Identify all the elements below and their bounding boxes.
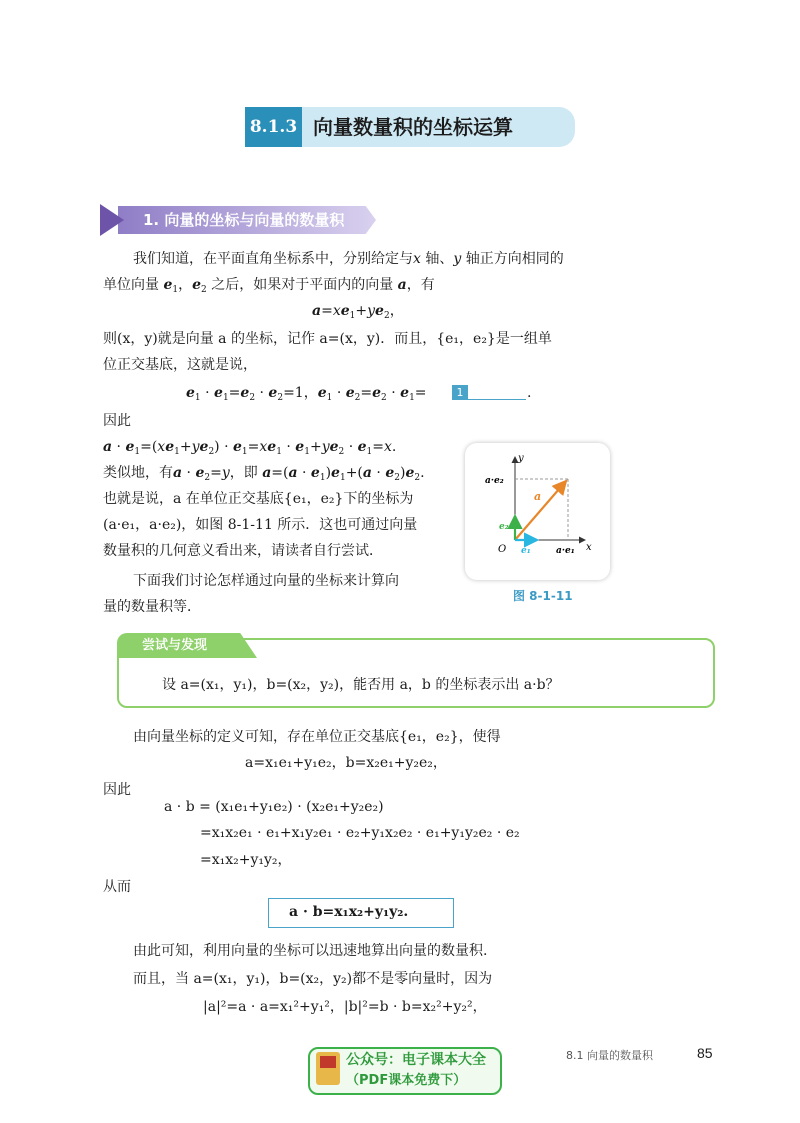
para3-line2: 类似地，有$a \cdot e_2=y$，即 $a=(a \cdot e_1)e_1+(a \cdot e_2)e_2$. [103,465,425,483]
y-axis-label: y [518,453,524,464]
figure-8-1-11 [465,443,610,580]
watermark-line1: 公众号：电子课本大全 [346,1052,486,1068]
para3-line3: 也就是说，a 在单位正交基底{e₁，e₂}下的坐标为 [103,491,414,507]
para5-line3: |a|²=a · a=x₁²+y₁²，|b|²=b · b=x₂²+y₂²， [203,999,487,1015]
origin-label: O [498,544,507,555]
para4-line2: a=x₁e₁+y₁e₂，b=x₂e₁+y₂e₂， [245,755,447,771]
derivation-line1: a · b = (x₁e₁+y₁e₂) · (x₂e₁+y₂e₂) [164,799,384,815]
equation-a-dot-e1: $a \cdot e_1=(xe_1+ye_2) \cdot e_1=xe_1 \cdot e_1+ye_2 \cdot e_1=x$. [103,439,397,457]
a-label: a [534,490,542,503]
label-therefore-2: 因此 [103,782,131,798]
book-cover-icon [320,1056,336,1068]
para2-line2: 位正交基底，这就是说， [103,357,257,373]
page-number: 85 [697,1045,713,1061]
equation-a-decomposition: $a=xe_1+ye_2$， [312,303,404,321]
para3-line5: 数量积的几何意义看出来，请读者自行尝试． [103,543,383,559]
para1-line2: 单位向量 $e_1$，$e_2$ 之后，如果对于平面内的向量 a，有 [103,277,435,295]
period: . [527,385,532,401]
para1-line1: 我们知道，在平面直角坐标系中，分别给定与x 轴、y 轴正方向相同的 [133,251,564,267]
para3-line6: 下面我们讨论怎样通过向量的坐标来计算向 [133,573,399,589]
figure-caption: 图 8-1-11 [513,589,573,603]
para4-line1: 由向量坐标的定义可知，存在单位正交基底{e₁，e₂}，使得 [133,729,501,745]
blank-number-badge: 1 [452,385,468,400]
para3-line7: 量的数量积等． [103,599,201,615]
label-so: 从而 [103,879,131,895]
ae2-label: a·e₂ [485,476,504,486]
label-therefore: 因此 [103,413,131,429]
ae1-label: a·e₁ [556,546,575,556]
para2-line1: 则(x，y)就是向量 a 的坐标，记作 a=(x，y)．而且，{e₁，e₂}是一组单 [103,331,552,347]
section-number: 8.1.3 [245,107,302,147]
result-formula: a · b=x₁x₂+y₁y₂. [289,904,409,920]
para5-line2: 而且，当 a=(x₁，y₁)，b=(x₂，y₂)都不是零向量时，因为 [133,971,493,987]
equation-orthonormal: $e_1 \cdot e_1=e_2 \cdot e_2=1$，$e_1 \cdot e_2=e_2 \cdot e_1=$ [186,385,427,403]
e2-label: e₂ [499,522,509,532]
section-heading: 1. 向量的坐标与向量的数量积 [143,211,345,229]
e1-label: e₁ [521,546,531,556]
derivation-line2: =x₁x₂e₁ · e₁+x₁y₂e₁ · e₂+y₁x₂e₂ · e₁+y₁y₂e₂ · e₂ [200,825,520,841]
para5-line1: 由此可知，利用向量的坐标可以迅速地算出向量的数量积. [133,943,488,959]
derivation-line3: =x₁x₂+y₁y₂， [200,852,292,868]
watermark-line2: （PDF课本免费下） [346,1073,467,1088]
vector-diagram [465,443,610,580]
try-tag-label: 尝试与发现 [142,638,208,653]
x-axis-label: x [586,542,592,553]
para3-line4: (a·e₁，a·e₂)，如图 8-1-11 所示．这也可通过向量 [103,517,418,533]
footer-section: 8.1 向量的数量积 [566,1049,653,1062]
try-question: 设 a=(x₁，y₁)，b=(x₂，y₂)，能否用 a，b 的坐标表示出 a·b？ [162,677,560,693]
page-title: 向量数量积的坐标运算 [313,115,513,139]
blank-underline[interactable] [468,399,526,400]
section-arrow-icon [100,204,124,236]
